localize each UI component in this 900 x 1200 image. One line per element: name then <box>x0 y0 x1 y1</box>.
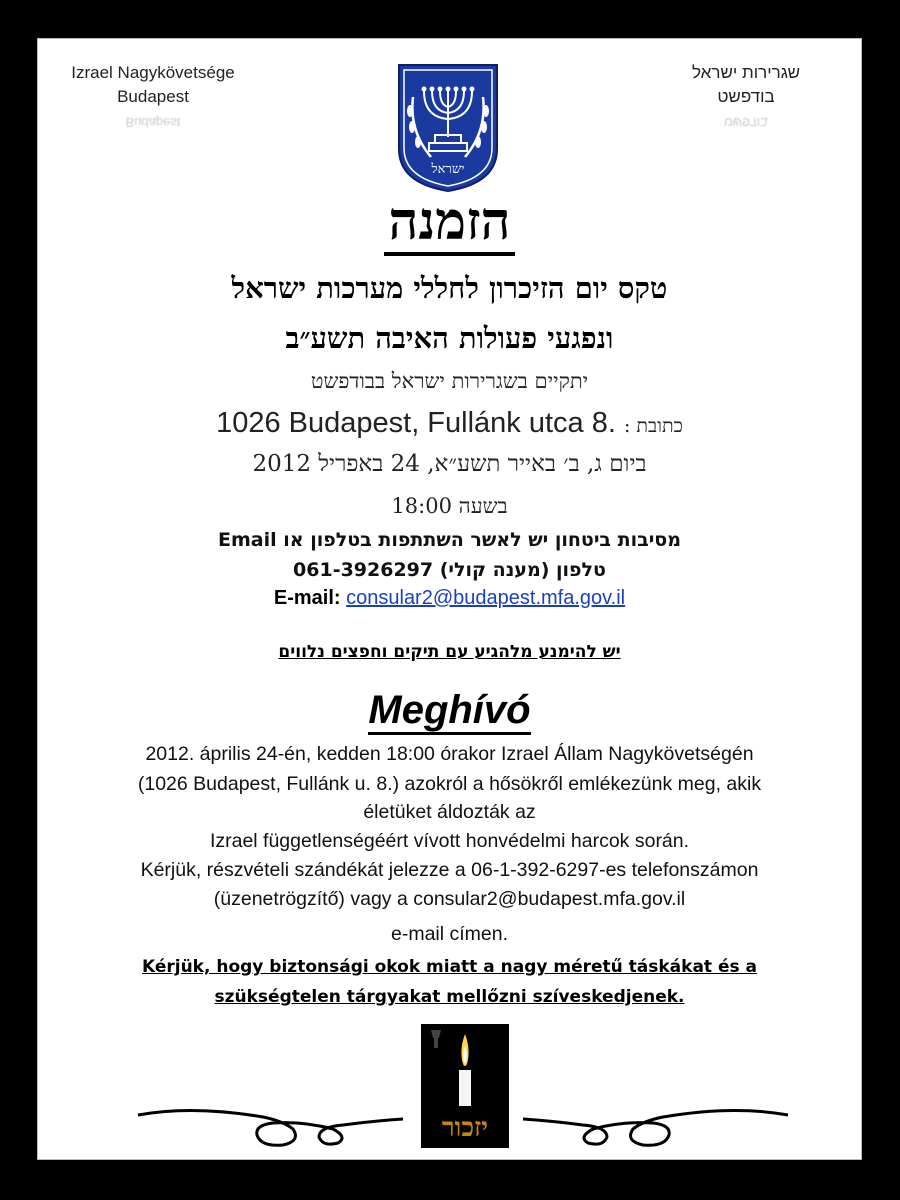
embassy-city-reflection-hebrew: בודפשט <box>724 115 768 130</box>
phone-line: טלפון (מענה קולי) 061-3926297 <box>293 559 606 581</box>
address-label: : כתובת <box>623 415 683 437</box>
embassy-city-line-hebrew: בודפשט <box>717 87 775 106</box>
hungarian-line: Izrael függetlenségéért vívott honvédelmi harcok során. <box>209 830 690 852</box>
hebrew-subtitle-2: ונפגעי פעולות האיבה תשע״ב <box>285 321 614 355</box>
embassy-name-line: Izrael Nagykövetsége <box>71 63 235 82</box>
hungarian-line: (1026 Budapest, Fullánk u. 8.) azokról a hősökről emlékezünk meg, akik <box>137 773 762 795</box>
hungarian-warning-2: szükségtelen tárgyakat mellőzni szíveskedjenek. <box>214 987 685 1007</box>
hungarian-line: 2012. április 24-én, kedden 18:00 órakor Izrael Állam Nagykövetségén <box>145 743 754 765</box>
bags-warning-hebrew: יש להימנע מלהגיע עם תיקים וחפצים נלווים <box>278 642 621 662</box>
address-line <box>38 407 861 440</box>
security-notice: מסיבות ביטחון יש לאשר השתתפות בטלפון או Email <box>218 529 681 551</box>
hebrew-title: הזמנה <box>38 189 861 255</box>
address-value: 1026 Budapest, Fullánk utca 8. <box>216 407 616 439</box>
embassy-city-reflection: Budapest <box>125 115 181 130</box>
emblem-label: ישראל <box>431 162 465 177</box>
hungarian-line: e-mail címen. <box>390 923 509 945</box>
hebrew-subtitle-1: טקס יום הזיכרון לחללי מערכות ישראל <box>231 271 668 305</box>
invitation-page <box>37 38 862 1160</box>
email-link[interactable]: consular2@budapest.mfa.gov.il <box>346 587 626 609</box>
candle-icon <box>421 1024 509 1148</box>
embassy-name-hebrew <box>641 61 851 129</box>
hebrew-time: בשעה 18:00 <box>391 494 508 518</box>
hungarian-line: (üzenetrögzítő) vagy a consular2@budapest.mfa.gov.il <box>213 888 686 910</box>
hungarian-line: életüket áldozták az <box>363 801 536 823</box>
embassy-name-line-hebrew: שגרירות ישראל <box>692 63 800 82</box>
israel-emblem-icon <box>395 61 501 193</box>
yizkor-candle-image <box>421 1024 509 1148</box>
hungarian-line: Kérjük, részvételi szándékát jelezze a 06-1-392-6297-es telefonszámon <box>140 859 759 881</box>
hungarian-warning-1: Kérjük, hogy biztonsági okok miatt a nagy méretű táskákat és a <box>141 957 758 977</box>
hebrew-date: ביום ג, ב׳ באייר תשע״א, 24 באפריל 2012 <box>252 451 647 477</box>
hebrew-location: יתקיים בשגרירות ישראל בבודפשט <box>310 369 589 393</box>
email-label: E-mail: <box>273 587 341 609</box>
email-line <box>38 587 861 610</box>
hungarian-title: Meghívó <box>38 687 861 733</box>
yizkor-label: יזכור <box>441 1113 489 1143</box>
embassy-city-line: Budapest <box>117 87 189 106</box>
embassy-name-hungarian <box>48 61 258 129</box>
